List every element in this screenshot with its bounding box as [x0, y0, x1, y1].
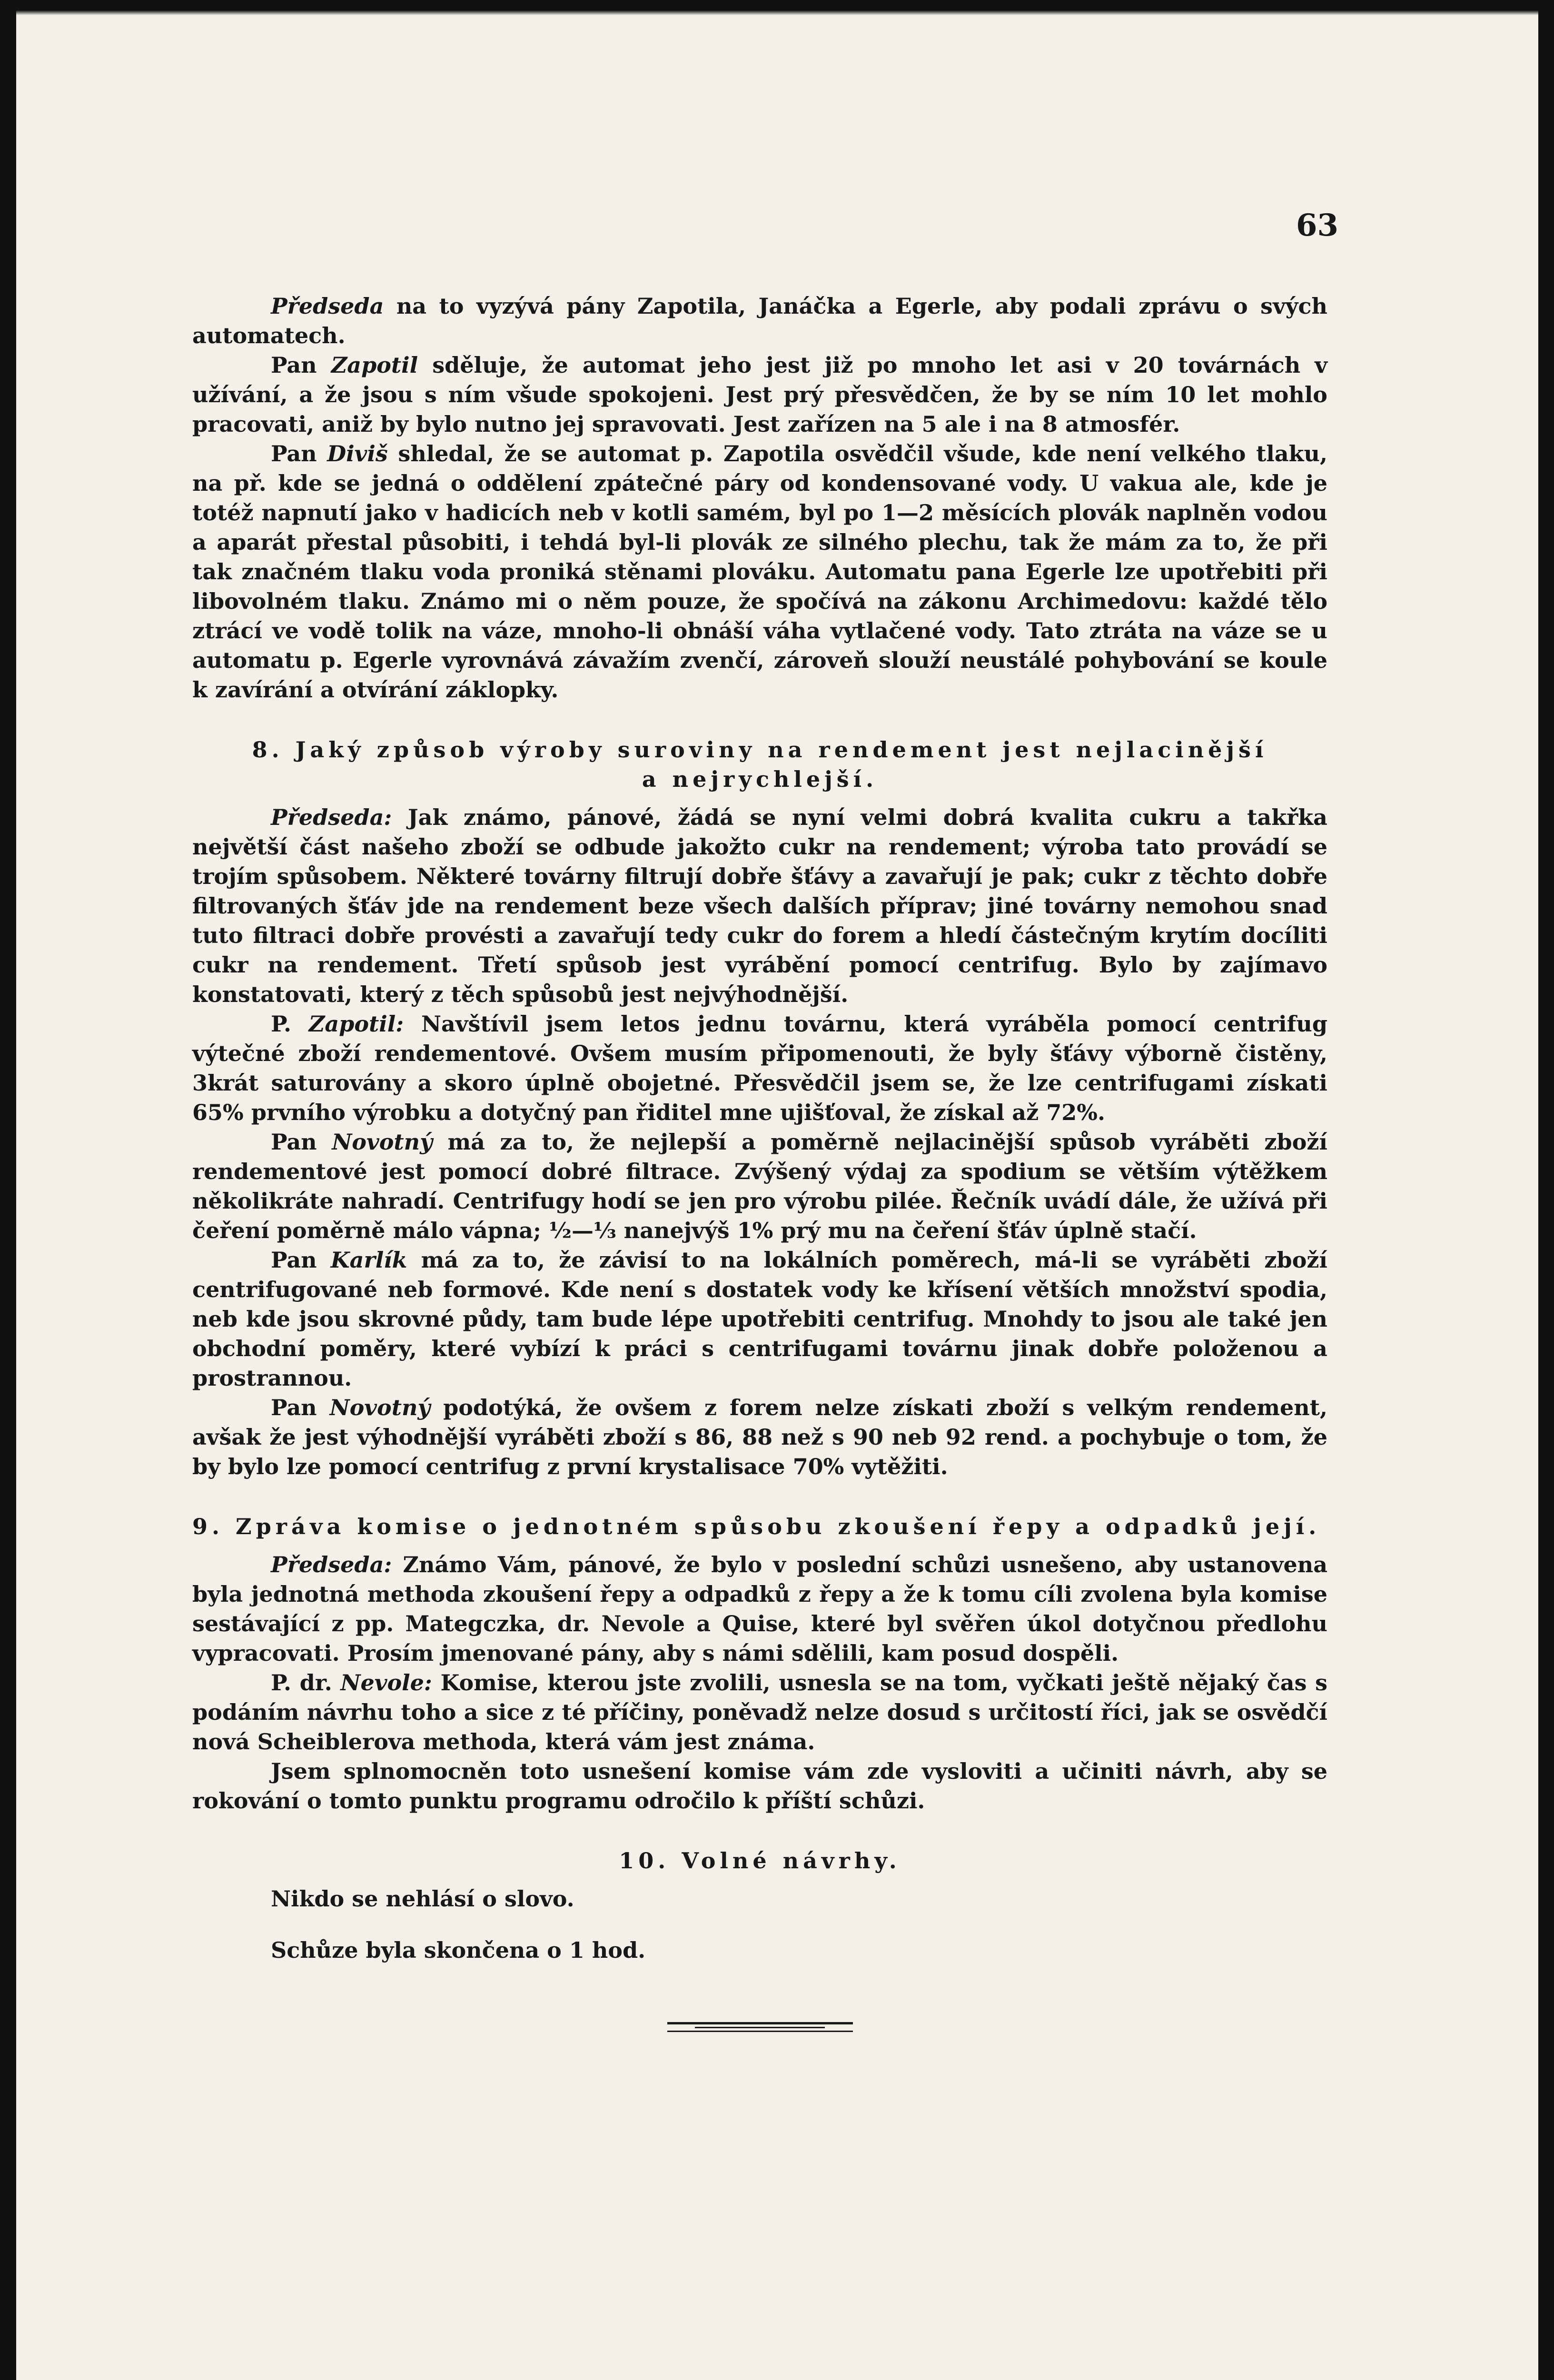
heading-line: 8. Jaký způsob výroby suroviny na rendement jest nejlacinější	[252, 737, 1268, 763]
speaker-name: Předseda:	[271, 1552, 392, 1577]
speaker-name: Diviš	[327, 441, 388, 466]
paragraph-text: podotýká, že ovšem z forem nelze získati zboží s velkým rendement, avšak že jest výhodnější vyráběti zboží s 86, 88 než s 90 neb 92 rend. a pochybuje o tom, že by bylo lze pomocí centrifug z první krystalisace 70% vytěžiti.	[192, 1395, 1328, 1479]
speaker-name: Zapotil	[331, 352, 418, 378]
page-content	[192, 291, 1327, 2034]
paragraph-novotny-forms	[192, 1393, 1327, 1481]
paragraph-prefix: Pan	[271, 441, 327, 466]
speaker-name: Novotný	[332, 1129, 433, 1155]
paragraph-zapotil	[192, 350, 1327, 439]
paragraph-text: shledal, že se automat p. Zapotila osvědčil všude, kde není velkého tlaku, na př. kde se jedná o oddělení zpátečné páry od kondensované vody. U vakua ale, kde je totéž napnutí jako v hadicích neb v kotli samém, byl po 1—2 měsících plovák naplněn vodou a aparát přestal působiti, i tehdá byl-li plovák ze silného plechu, tak že mám za to, že při tak značném tlaku voda proniká stěnami plováku. Automatu pana Egerle lze upotřebiti při libovolném tlaku. Známo mi o něm pouze, že spočívá na zákonu Archimedovu: každé tělo ztrácí ve vodě tolik na váze, mnoho-li obnáší váha vytlačené vody. Tato ztráta na váze se u automatu p. Egerle vyrovnává závažím zvenčí, zároveň slouží neustálé pohybování se koule k zavírání a otvírání záklopky.	[192, 441, 1327, 703]
paragraph-prefix: Pan	[271, 1247, 331, 1273]
speaker-name: Karlík	[330, 1247, 407, 1273]
paragraph-divis	[192, 439, 1327, 704]
section-heading-8	[192, 735, 1327, 794]
section-heading-10: 10. Volné návrhy.	[619, 1848, 901, 1874]
paragraph-text: má za to, že nejlepší a poměrně nejlacinější spůsob vyráběti zboží rendementové jest pomocí dobré filtrace. Zvýšený výdaj za spodium se větším výtěžkem několikráte nahradí. Centrifugy hodí se jen pro výrobu pilée. Řečník uvádí dále, že užívá při čeření poměrně málo vápna; ½—⅓ nanejvýš 1% prý mu na čeření šťáv úplně stačí.	[192, 1129, 1327, 1243]
paragraph-text: sděluje, že automat jeho jest již po mnoho let asi v 20 továrnách v užívání, a že jsou s ním všude spokojeni. Jest prý přesvědčen, že by se ním 10 let mohlo pracovati, aniž by bylo nutno jej spravovati. Jest zařízen na 5 ale i na 8 atmosfér.	[192, 352, 1327, 437]
speaker-name: Nevole:	[340, 1670, 432, 1696]
paragraph-novotny-filtration	[192, 1127, 1327, 1245]
paragraph-prefix: P. dr.	[271, 1670, 341, 1696]
rule-line	[667, 2031, 853, 2032]
scan-edge	[16, 10, 1538, 15]
paragraph-chairman-rendement	[192, 803, 1327, 1009]
paragraph-text: Komise, kterou jste zvolili, usnesla se na tom, vyčkati ještě nějaký čas s podáním návrhu toho a sice z té příčiny, poněvadž nelze dosud s určitostí říci, jak se osvědčí nová Scheiblerova methoda, která vám jest známa.	[192, 1670, 1327, 1755]
paragraph-text: Jak známo, pánové, žádá se nyní velmi dobrá kvalita cukru a takřka největší část našeho zboží se odbude jakožto cukr na rendement; výroba tato provádí se trojím spůsobem. Některé továrny filtrují dobře šťávy a zavařují je pak; cukr z těchto dobře filtrovaných šťáv jde na rendement beze všech dalších příprav; jiné továrny nemohou snad tuto filtraci dobře provésti a zavařují tedy cukr do forem a hledí částečným krytím docíliti cukr na rendement. Třetí spůsob jest vyrábění pomocí centrifug. Bylo by zajímavo konstatovati, který z těch spůsobů jest nejvýhodnější.	[192, 804, 1327, 1007]
paragraph-text: na to vyzývá pány Zapotila, Janáčka a Egerle, aby podali zprávu o svých automatech.	[192, 293, 1327, 348]
paragraph-prefix: Pan	[271, 352, 331, 378]
end-rule	[667, 2022, 853, 2032]
paragraph-prefix: Pan	[271, 1395, 330, 1420]
speaker-name: Předseda:	[271, 804, 392, 830]
paragraph-prefix: Pan	[271, 1129, 332, 1155]
paragraph-text: Jsem splnomocněn toto usnešení komise vám zde vysloviti a učiniti návrh, aby se rokování o tomto punktu programu odročilo k příští schůzi.	[192, 1758, 1327, 1814]
paragraph-zapotil-centrifug	[192, 1009, 1327, 1127]
speaker-name: Novotný	[329, 1395, 431, 1420]
scanned-page	[16, 10, 1538, 2380]
closing-line: Nikdo se nehlásí o slovo.	[271, 1886, 574, 1912]
heading-line: a nejrychlejší.	[642, 766, 878, 792]
closing-line: Schůze byla skončena o 1 hod.	[271, 1937, 646, 1963]
speaker-name: Předseda	[271, 293, 384, 319]
paragraph-prefix: P.	[271, 1011, 309, 1037]
rule-line	[695, 2027, 825, 2028]
paragraph-karlik	[192, 1245, 1327, 1393]
section-heading-9: 9. Zpráva komise o jednotném spůsobu zkoušení řepy a odpadků její.	[192, 1514, 1321, 1539]
paragraph-nevole	[192, 1668, 1327, 1756]
page-number: 63	[1296, 208, 1338, 243]
paragraph-chairman-commission	[192, 1550, 1327, 1668]
paragraph-text: Známo Vám, pánové, že bylo v poslední schůzi usnešeno, aby ustanovena byla jednotná methoda zkoušení řepy a odpadků z řepy a že k tomu cíli zvolena byla komise sestávající z pp. Mategczka, dr. Nevole a Quise, které byl svěřen úkol dotyčnou předlohu vypracovati. Prosím jmenované pány, aby s námi sdělili, kam posud dospěli.	[192, 1552, 1327, 1666]
paragraph-text: má za to, že závisí to na lokálních poměrech, má-li se vyráběti zboží centrifugované neb formové. Kde není s dostatek vody ke křísení větších množství spodia, neb kde jsou skrovné půdy, tam bude lépe upotřebiti centrifug. Mnohdy to jsou ale také jen obchodní poměry, které vybízí k práci s centrifugami továrnu jinak dobře položenou a prostrannou.	[192, 1247, 1327, 1391]
paragraph-mandate	[192, 1756, 1327, 1815]
rule-line	[667, 2022, 853, 2024]
paragraph-text: Navštívil jsem letos jednu továrnu, která vyráběla pomocí centrifug výtečné zboží rendementové. Ovšem musím připomenouti, že byly šťávy výborně čistěny, 3krát saturovány a skoro úplně obojetné. Přesvědčil jsem se, že lze centrifugami získati 65% prvního výrobku a dotyčný pan řiditel mne ujišťoval, že získal až 72%.	[192, 1011, 1327, 1125]
speaker-name: Zapotil:	[308, 1011, 404, 1037]
paragraph-chairman-automats	[192, 291, 1327, 350]
